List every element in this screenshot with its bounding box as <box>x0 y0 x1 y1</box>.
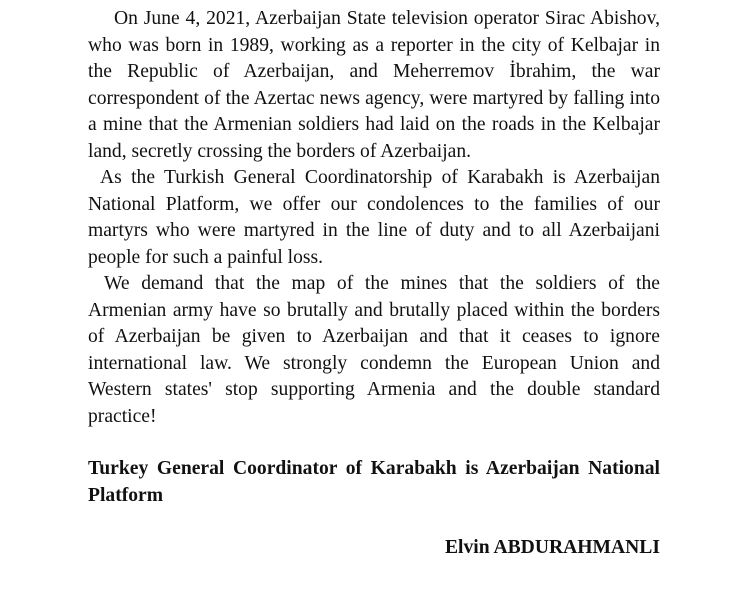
organization-name: Turkey General Coordinator of Karabakh is Azerbaijan National Platform <box>88 458 660 506</box>
statement-document <box>88 6 660 562</box>
paragraph-demand: We demand that the map of the mines that the soldiers of the Armenian army have so brutally and brutally placed within the borders of Azerbaijan be given to Azerbaijan and that it ceases to ignore international law. We strongly condemn the European Union and Western states' stop supporting Armenia and the double standard practice! <box>88 273 660 427</box>
signatory-name: Elvin ABDURAHMANLI <box>444 537 660 558</box>
paragraph-martyrdom-report: On June 4, 2021, Azerbaijan State television operator Sirac Abishov, who was born in 1989, working as a reporter in the city of Kelbajar in the Republic of Azerbaijan, and Meherremov İbrahim, the war correspondent of the Azertac news agency, were martyred by falling into a mine that the Armenian soldiers had laid on the roads in the Kelbajar land, secretly crossing the borders of Azerbaijan. <box>88 8 660 162</box>
spacer <box>88 509 660 535</box>
paragraph-condolences: As the Turkish General Coordinatorship of Karabakh is Azerbaijan National Platform, we offer our condolences to the families of our martyrs who were martyred in the line of duty and to all Azerbaijani people for such a painful loss. <box>88 167 660 268</box>
spacer <box>88 430 660 456</box>
